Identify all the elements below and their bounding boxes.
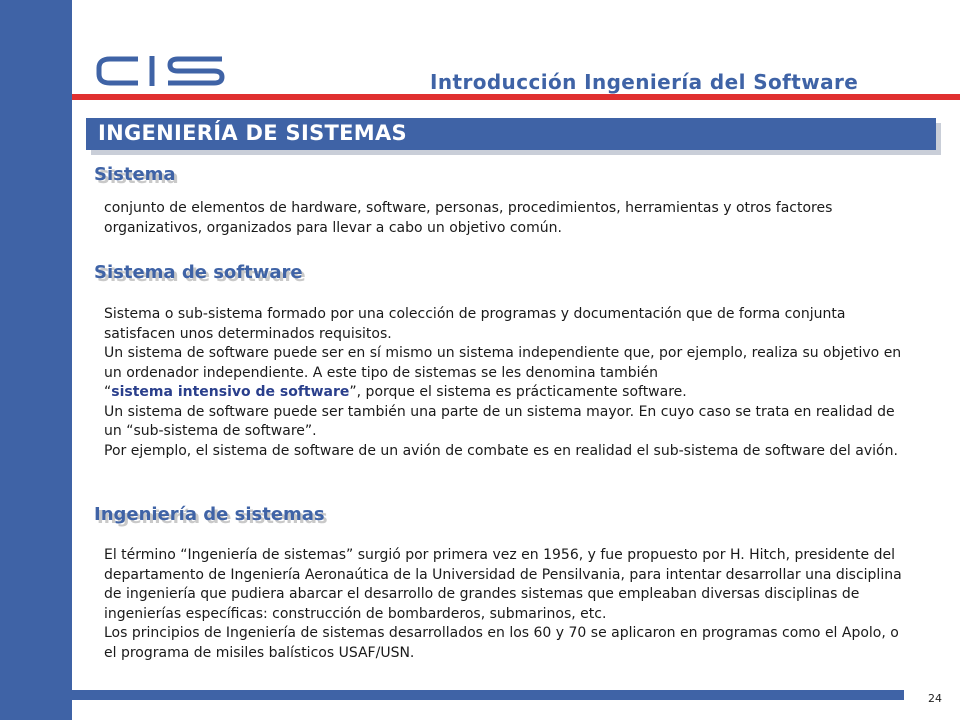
header-divider-line <box>72 94 960 100</box>
paragraph: conjunto de elementos de hardware, software, personas, procedimientos, herramientas y otros factores organizativos, organizados para llevar a cabo un objetivo común. <box>104 200 833 236</box>
left-sidebar-bar <box>0 0 72 720</box>
cis-logo <box>94 53 234 89</box>
ingenieria-de-sistemas-text <box>104 546 904 663</box>
heading-sistema: Sistema <box>94 164 176 185</box>
paragraph: Sistema o sub-sistema formado por una colección de programas y documentación que de forma conjunta satisfacen unos determinados requisitos. <box>104 306 846 342</box>
emphasized-term: sistema intensivo de software <box>111 384 350 400</box>
paragraph: Un sistema de software puede ser también una parte de un sistema mayor. En cuyo caso se trata en realidad de un “sub-sistema de software”. <box>104 403 895 439</box>
heading-ingenieria-de-sistemas: Ingeniería de sistemas <box>94 504 325 525</box>
footer-bar <box>72 690 904 700</box>
paragraph: Por ejemplo, el sistema de software de un avión de combate es en realidad el sub-sistema de software del avión. <box>104 442 898 459</box>
section-banner <box>86 118 936 150</box>
paragraph <box>104 383 904 403</box>
quote-open: “ <box>104 384 112 400</box>
heading-sistema-de-software: Sistema de software <box>94 262 303 283</box>
section-banner-title: INGENIERÍA DE SISTEMAS <box>98 121 407 145</box>
sistema-de-software-text <box>104 305 904 461</box>
presentation-title: Introducción Ingeniería del Software <box>430 70 859 94</box>
sistema-definition <box>104 199 904 238</box>
page-number: 24 <box>928 692 942 705</box>
paragraph: Un sistema de software puede ser en sí mismo un sistema independiente que, por ejemplo, realiza su objetivo en un ordenador independiente. A este tipo de sistemas se les denomina también <box>104 345 902 381</box>
paragraph: El término “Ingeniería de sistemas” surgió por primera vez en 1956, y fue propuesto por H. Hitch, presidente del departamento de Ingeniería Aeronaútica de la Universidad de Pensilvania, para intentar desarrollar una disciplina de ingeniería que pudiera abarcar el desarrollo de grandes sistemas que empleaban diversas disciplinas de ingenierías específicas: construcción de bombarderos, submarinos, etc. <box>104 547 902 622</box>
paragraph: Los principios de Ingeniería de sistemas desarrollados en los 60 y 70 se aplicaron en programas como el Apolo, o el programa de misiles balísticos USAF/USN. <box>104 625 899 661</box>
paragraph-continuation: ”, porque el sistema es prácticamente software. <box>349 384 687 400</box>
